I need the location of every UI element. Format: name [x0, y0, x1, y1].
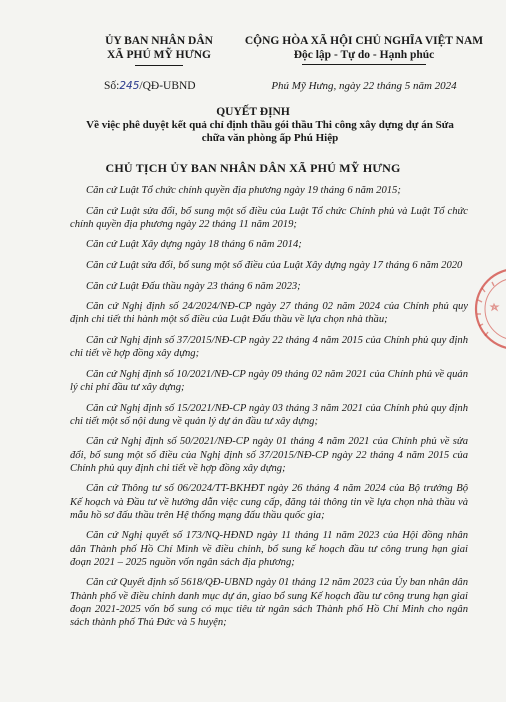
national-motto	[244, 34, 484, 65]
document-title: QUYẾT ĐỊNH	[216, 106, 290, 118]
legal-basis-paragraph: Căn cứ Nghị định số 50/2021/NĐ-CP ngày 01 tháng 4 năm 2021 của Chính phủ về sửa đổi, bổ sung một số điều của Nghị định số 37/2015/NĐ-CP ngày 22 tháng 4 năm 2015 của Chính phủ quy định chi tiết về hợp đồng xây dựng;	[70, 436, 468, 474]
document-subtitle	[70, 119, 470, 145]
agency-line-1: ỦY BAN NHÂN DÂN	[105, 35, 213, 47]
issuing-authority: CHỦ TỊCH ỦY BAN NHÂN DÂN XÃ PHÚ MỸ HƯNG	[105, 161, 401, 175]
legal-basis-paragraph: Căn cứ Luật sửa đổi, bổ sung một số điều của Luật Xây dựng ngày 17 tháng 6 năm 2020	[86, 259, 463, 271]
legal-basis-paragraph: Căn cứ Nghị định số 10/2021/NĐ-CP ngày 09 tháng 02 năm 2021 của Chính phủ về quản lý chi phí đầu tư xây dựng;	[70, 368, 468, 393]
legal-basis-paragraph: Căn cứ Quyết định số 5618/QĐ-UBND ngày 01 tháng 12 năm 2023 của Ủy ban nhân dân Thành phố về điều chỉnh danh mục dự án, giao bổ sung Kế hoạch đầu tư công trung hạn giai đoạn 2021-2025 vốn bổ sung có mục tiêu từ ngân sách Thành phố Hồ Chí Minh cho ngân sách thành phố Thủ Đức và 5 huyện;	[70, 577, 468, 628]
document-number	[104, 80, 196, 92]
legal-basis-paragraph: Căn cứ Luật Tổ chức chính quyền địa phương ngày 19 tháng 6 năm 2015;	[86, 185, 401, 196]
legal-basis-paragraph: Căn cứ Luật sửa đổi, bổ sung một số điều của Luật Tổ chức Chính phủ và Luật Tổ chức chính quyền địa phương ngày 22 tháng 11 năm 2019;	[70, 205, 468, 230]
subtitle-line-2: chữa văn phòng ấp Phú Hiệp	[201, 132, 339, 144]
legal-basis-paragraph: Căn cứ Luật Xây dựng ngày 18 tháng 6 năm 2014;	[86, 239, 302, 251]
issue-date: Phú Mỹ Hưng, ngày 22 tháng 5 năm 2024	[271, 80, 457, 92]
agency-underline	[135, 65, 183, 66]
doc-number-handwritten: 245	[119, 80, 140, 92]
legal-basis-paragraph: Căn cứ Thông tư số 06/2024/TT-BKHĐT ngày 26 tháng 4 năm 2024 của Bộ trưởng Bộ Kế hoạch và Đầu tư về hướng dẫn việc cung cấp, đăng tải thông tin về lựa chọn nhà thầu và mẫu hồ sơ đấu thầu trên Hệ thống mạng đấu thầu quốc gia;	[70, 483, 468, 521]
doc-number-suffix: /QĐ-UBND	[139, 80, 196, 92]
nation-name: CỘNG HÒA XÃ HỘI CHỦ NGHĨA VIỆT NAM	[244, 35, 484, 47]
legal-basis-paragraph: Căn cứ Nghị quyết số 173/NQ-HĐND ngày 11 tháng 11 năm 2023 của Hội đồng nhân dân Thành phố Hồ Chí Minh về điều chỉnh, bổ sung kế hoạch đầu tư công trung hạn giai đoạn 2021 – 2025 nguồn vốn ngân sách địa phương;	[70, 530, 468, 568]
legal-basis-paragraph: Căn cứ Nghị định số 24/2024/NĐ-CP ngày 27 tháng 02 năm 2024 của Chính phủ quy định chi tiết thi hành một số điều của Luật Đấu thầu về lựa chọn nhà thầu;	[70, 301, 468, 326]
seal-stamp-icon	[472, 266, 506, 352]
official-seal	[472, 266, 506, 352]
issuing-agency	[84, 34, 234, 66]
doc-number-prefix: Số:	[104, 80, 120, 92]
legal-basis-paragraph: Căn cứ Nghị định số 15/2021/NĐ-CP ngày 03 tháng 3 năm 2021 của Chính phủ quy định chi tiết một số nội dung về quản lý dự án đầu tư xây dựng;	[70, 402, 468, 427]
motto-underline	[302, 64, 426, 65]
legal-basis-paragraph: Căn cứ Nghị định số 37/2015/NĐ-CP ngày 22 tháng 4 năm 2015 của Chính phủ quy định chi tiết về hợp đồng xây dựng;	[70, 334, 468, 360]
subtitle-line-1: Về việc phê duyệt kết quả chỉ định thầu gói thầu Thi công xây dựng dự án Sửa	[86, 119, 454, 131]
motto: Độc lập - Tự do - Hạnh phúc	[293, 49, 435, 61]
legal-basis-list	[70, 184, 468, 637]
legal-basis-paragraph: Căn cứ Luật Đấu thầu ngày 23 tháng 6 năm 2023;	[86, 280, 301, 292]
agency-line-2: XÃ PHÚ MỸ HƯNG	[106, 49, 212, 61]
